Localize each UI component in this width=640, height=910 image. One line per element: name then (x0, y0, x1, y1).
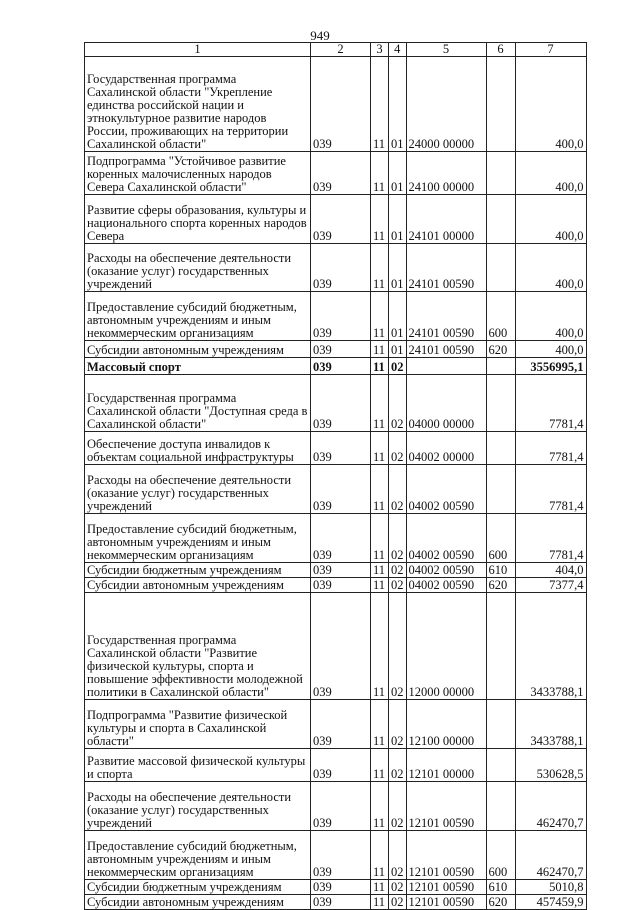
target-item-code-cell: 12101 00000 (406, 749, 486, 782)
target-item-code-cell: 12101 00590 (406, 895, 486, 910)
expense-type-code-cell (486, 152, 515, 195)
section-code-cell: 11 (371, 514, 389, 563)
expense-type-code-cell (486, 700, 515, 749)
target-item-code-cell: 04002 00590 (406, 465, 486, 514)
target-item-code-cell: 12101 00590 (406, 880, 486, 895)
item-name-cell: Предоставление субсидий бюджетным, автономным учреждениям и иным некоммерческим организациям (85, 292, 311, 341)
target-item-code-cell: 04002 00590 (406, 563, 486, 578)
subsection-code-cell: 02 (389, 749, 407, 782)
section-code-cell: 11 (371, 57, 389, 152)
target-item-code-cell: 24101 00000 (406, 195, 486, 244)
item-name-cell: Развитие сферы образования, культуры и национального спорта коренных народов Севера (85, 195, 311, 244)
item-name-cell: Расходы на обеспечение деятельности (оказание услуг) государственных учреждений (85, 782, 311, 831)
expense-type-code-cell (486, 782, 515, 831)
admin-code-cell: 039 (311, 57, 371, 152)
target-item-code-cell: 12000 00000 (406, 593, 486, 700)
expense-type-code-cell (486, 57, 515, 152)
admin-code-cell: 039 (311, 152, 371, 195)
admin-code-cell: 039 (311, 563, 371, 578)
column-header: 1 (85, 43, 311, 57)
column-header: 4 (389, 43, 407, 57)
section-code-cell: 11 (371, 749, 389, 782)
section-code-cell: 11 (371, 700, 389, 749)
expense-type-code-cell: 610 (486, 880, 515, 895)
subsection-code-cell: 02 (389, 880, 407, 895)
item-name-cell: Развитие массовой физической культуры и спорта (85, 749, 311, 782)
column-header: 3 (371, 43, 389, 57)
item-name-cell: Подпрограмма "Устойчивое развитие коренных малочисленных народов Севера Сахалинской области" (85, 152, 311, 195)
item-name-cell: Предоставление субсидий бюджетным, автономным учреждениям и иным некоммерческим организациям (85, 514, 311, 563)
expense-type-code-cell (486, 195, 515, 244)
amount-cell: 7781,4 (515, 465, 586, 514)
subsection-code-cell: 02 (389, 782, 407, 831)
subsection-code-cell: 01 (389, 195, 407, 244)
admin-code-cell: 039 (311, 432, 371, 465)
admin-code-cell: 039 (311, 782, 371, 831)
section-code-cell: 11 (371, 358, 389, 375)
section-code-cell: 11 (371, 563, 389, 578)
subsection-code-cell: 01 (389, 244, 407, 292)
table-row (85, 880, 587, 895)
table-row (85, 244, 587, 292)
amount-cell: 3556995,1 (515, 358, 586, 375)
column-header: 6 (486, 43, 515, 57)
subsection-code-cell: 02 (389, 578, 407, 593)
admin-code-cell: 039 (311, 578, 371, 593)
target-item-code-cell: 24101 00590 (406, 292, 486, 341)
section-code-cell: 11 (371, 880, 389, 895)
table-row (85, 465, 587, 514)
amount-cell: 400,0 (515, 341, 586, 358)
subsection-code-cell: 01 (389, 57, 407, 152)
subsection-code-cell: 01 (389, 341, 407, 358)
expense-type-code-cell: 600 (486, 514, 515, 563)
subsection-code-cell: 02 (389, 563, 407, 578)
section-code-cell: 11 (371, 593, 389, 700)
table-row (85, 700, 587, 749)
section-code-cell: 11 (371, 292, 389, 341)
table-row (85, 375, 587, 432)
expense-type-code-cell: 620 (486, 895, 515, 910)
target-item-code-cell: 04002 00000 (406, 432, 486, 465)
section-code-cell: 11 (371, 195, 389, 244)
budget-table (84, 42, 587, 910)
amount-cell: 400,0 (515, 244, 586, 292)
table-row (85, 57, 587, 152)
admin-code-cell: 039 (311, 700, 371, 749)
table-row (85, 514, 587, 563)
subsection-code-cell: 02 (389, 375, 407, 432)
amount-cell: 462470,7 (515, 782, 586, 831)
amount-cell: 400,0 (515, 57, 586, 152)
expense-type-code-cell (486, 244, 515, 292)
admin-code-cell: 039 (311, 514, 371, 563)
admin-code-cell: 039 (311, 358, 371, 375)
expense-type-code-cell (486, 375, 515, 432)
target-item-code-cell: 24100 00000 (406, 152, 486, 195)
column-header: 2 (311, 43, 371, 57)
item-name-cell: Субсидии автономным учреждениям (85, 341, 311, 358)
section-code-cell: 11 (371, 895, 389, 910)
admin-code-cell: 039 (311, 831, 371, 880)
column-header: 5 (406, 43, 486, 57)
section-code-cell: 11 (371, 782, 389, 831)
item-name-cell: Подпрограмма "Развитие физической культуры и спорта в Сахалинской области" (85, 700, 311, 749)
table-row (85, 341, 587, 358)
target-item-code-cell: 24101 00590 (406, 341, 486, 358)
expense-type-code-cell: 620 (486, 578, 515, 593)
page-number: 949 (310, 28, 330, 43)
section-code-cell: 11 (371, 341, 389, 358)
item-name-cell: Государственная программа Сахалинской области "Доступная среда в Сахалинской области" (85, 375, 311, 432)
subsection-code-cell: 02 (389, 831, 407, 880)
table-row (85, 152, 587, 195)
expense-type-code-cell (486, 358, 515, 375)
subsection-code-cell: 02 (389, 895, 407, 910)
target-item-code-cell: 04002 00590 (406, 514, 486, 563)
table-row (85, 292, 587, 341)
item-name-cell: Расходы на обеспечение деятельности (оказание услуг) государственных учреждений (85, 465, 311, 514)
section-code-cell: 11 (371, 831, 389, 880)
admin-code-cell: 039 (311, 292, 371, 341)
target-item-code-cell: 24000 00000 (406, 57, 486, 152)
section-code-cell: 11 (371, 244, 389, 292)
section-code-cell: 11 (371, 375, 389, 432)
subsection-code-cell: 02 (389, 465, 407, 514)
amount-cell: 3433788,1 (515, 700, 586, 749)
item-name-cell: Субсидии автономным учреждениям (85, 895, 311, 910)
expense-type-code-cell (486, 432, 515, 465)
column-header-row (85, 43, 587, 57)
amount-cell: 7781,4 (515, 432, 586, 465)
expense-type-code-cell: 600 (486, 831, 515, 880)
item-name-cell: Государственная программа Сахалинской области "Укрепление единства российской нации и этнокультурное развитие народов России, проживающих на территории Сахалинской области" (85, 57, 311, 152)
expense-type-code-cell (486, 749, 515, 782)
expense-type-code-cell (486, 465, 515, 514)
item-name-cell: Государственная программа Сахалинской области "Развитие физической культуры, спорта и повышение эффективности молодежной политики в Сахалинской области" (85, 593, 311, 700)
section-code-cell: 11 (371, 465, 389, 514)
admin-code-cell: 039 (311, 341, 371, 358)
expense-type-code-cell: 610 (486, 563, 515, 578)
admin-code-cell: 039 (311, 375, 371, 432)
section-code-cell: 11 (371, 432, 389, 465)
section-code-cell: 11 (371, 152, 389, 195)
section-code-cell: 11 (371, 578, 389, 593)
budget-table-body (85, 43, 587, 910)
subsection-code-cell: 02 (389, 358, 407, 375)
amount-cell: 7377,4 (515, 578, 586, 593)
amount-cell: 400,0 (515, 292, 586, 341)
target-item-code-cell: 12100 00000 (406, 700, 486, 749)
subsection-code-cell: 02 (389, 432, 407, 465)
subsection-code-cell: 01 (389, 152, 407, 195)
admin-code-cell: 039 (311, 465, 371, 514)
table-row (85, 432, 587, 465)
amount-cell: 404,0 (515, 563, 586, 578)
amount-cell: 400,0 (515, 195, 586, 244)
table-row (85, 782, 587, 831)
target-item-code-cell: 12101 00590 (406, 782, 486, 831)
item-name-cell: Предоставление субсидий бюджетным, автономным учреждениям и иным некоммерческим организациям (85, 831, 311, 880)
amount-cell: 7781,4 (515, 514, 586, 563)
table-row (85, 563, 587, 578)
target-item-code-cell: 24101 00590 (406, 244, 486, 292)
item-name-cell: Расходы на обеспечение деятельности (оказание услуг) государственных учреждений (85, 244, 311, 292)
admin-code-cell: 039 (311, 895, 371, 910)
table-row (85, 831, 587, 880)
expense-type-code-cell (486, 593, 515, 700)
item-name-cell: Субсидии бюджетным учреждениям (85, 563, 311, 578)
amount-cell: 400,0 (515, 152, 586, 195)
amount-cell: 7781,4 (515, 375, 586, 432)
amount-cell: 457459,9 (515, 895, 586, 910)
subsection-code-cell: 01 (389, 292, 407, 341)
subsection-code-cell: 02 (389, 514, 407, 563)
amount-cell: 3433788,1 (515, 593, 586, 700)
amount-cell: 462470,7 (515, 831, 586, 880)
target-item-code-cell: 04000 00000 (406, 375, 486, 432)
admin-code-cell: 039 (311, 244, 371, 292)
column-header: 7 (515, 43, 586, 57)
amount-cell: 5010,8 (515, 880, 586, 895)
amount-cell: 530628,5 (515, 749, 586, 782)
target-item-code-cell (406, 358, 486, 375)
item-name-cell: Обеспечение доступа инвалидов к объектам социальной инфраструктуры (85, 432, 311, 465)
admin-code-cell: 039 (311, 880, 371, 895)
target-item-code-cell: 04002 00590 (406, 578, 486, 593)
subsection-code-cell: 02 (389, 700, 407, 749)
admin-code-cell: 039 (311, 749, 371, 782)
table-row (85, 749, 587, 782)
table-row (85, 358, 587, 375)
table-row (85, 195, 587, 244)
admin-code-cell: 039 (311, 593, 371, 700)
table-row (85, 578, 587, 593)
item-name-cell: Субсидии автономным учреждениям (85, 578, 311, 593)
table-row (85, 895, 587, 910)
item-name-cell: Субсидии бюджетным учреждениям (85, 880, 311, 895)
target-item-code-cell: 12101 00590 (406, 831, 486, 880)
admin-code-cell: 039 (311, 195, 371, 244)
expense-type-code-cell: 620 (486, 341, 515, 358)
item-name-cell: Массовый спорт (85, 358, 311, 375)
expense-type-code-cell: 600 (486, 292, 515, 341)
table-row (85, 593, 587, 700)
subsection-code-cell: 02 (389, 593, 407, 700)
